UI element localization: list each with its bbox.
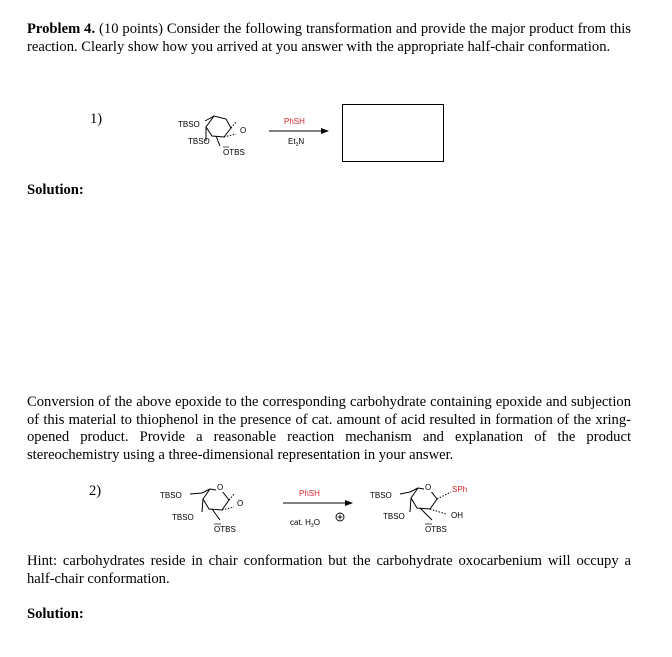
solution-1-label: Solution:	[27, 182, 84, 198]
problem-points: (10 points)	[99, 21, 163, 37]
r2-epoxide-o: O	[237, 499, 244, 508]
hint-paragraph: Hint: carbohydrates reside in chair conformation but the carbohydrate oxocarbenium will occupy a half-chair conformation.	[27, 553, 631, 587]
prod-tbso-mid: TBSO	[383, 512, 405, 521]
product-answer-box	[343, 105, 444, 162]
r1-tbso-top: TBSO	[178, 120, 200, 129]
r2-otbs: OTBS	[214, 525, 236, 534]
r1-reagent-bottom: $Et_3N$	[288, 137, 305, 148]
solution-2-label: Solution:	[27, 606, 84, 622]
problem-heading: Problem 4.	[27, 21, 96, 37]
oxonium-plus-icon	[336, 513, 344, 521]
prod-otbs: OTBS	[425, 525, 447, 534]
r1-reagent-top: PhSH	[284, 117, 305, 126]
r2-ring-o: O	[217, 483, 224, 492]
problem-text: Consider the following transformation and provide the major product from this reaction. Clearly show how you arrived at you answer with the appropriate half-chair conformation.	[27, 21, 631, 55]
r1-tbso-mid: TBSO	[188, 137, 210, 146]
prod-oh: OH	[451, 511, 463, 520]
r2-tbso-top: TBSO	[160, 491, 182, 500]
prod-ring-o: O	[425, 483, 432, 492]
reaction-1-number: 1)	[90, 111, 103, 127]
r1-epoxide-o: O	[240, 126, 247, 135]
r2-reagent-top: PhSH	[299, 489, 320, 498]
conversion-paragraph: Conversion of the above epoxide to the corresponding carbohydrate containing epoxide and subjection of this material to thiophenol in the presence of cat. amount of acid resulted in formation of the xring-opened product. Provide a reasonable reaction mechanism and explanation of the product stereochemistry using a three-dimensional representation in your answer.	[27, 394, 631, 463]
r2-reagent-bottom: cat. $H_3O$	[290, 518, 320, 529]
reaction-2-substrate	[190, 489, 234, 520]
r1-otbs: OTBS	[223, 148, 245, 157]
prod-tbso-top: TBSO	[370, 491, 392, 500]
r2-tbso-mid: TBSO	[172, 513, 194, 522]
reaction-2-number: 2)	[89, 483, 102, 499]
reaction-2-product	[400, 488, 451, 520]
prod-sph: SPh	[452, 485, 468, 494]
